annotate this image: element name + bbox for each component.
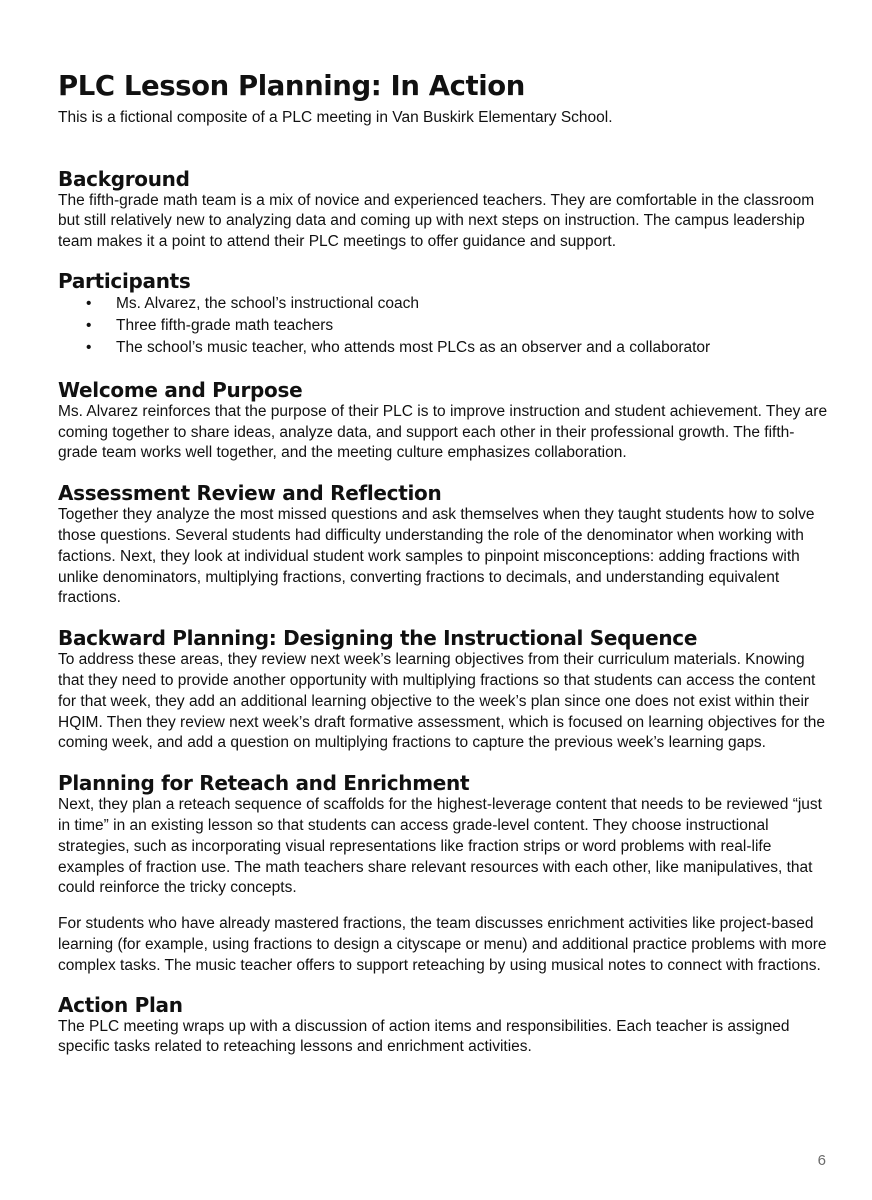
bullet-icon: • (86, 339, 92, 357)
section-heading-welcome: Welcome and Purpose (58, 377, 303, 402)
page-title: PLC Lesson Planning: In Action (58, 70, 525, 102)
section-heading-participants: Participants (58, 268, 191, 293)
enrichment-paragraph: For students who have already mastered fractions, the team discusses enrichment activities like project-based learning (for example, using fractions to design a cityscape or menu) and additional practice problems with more complex tasks. The music teacher offers to support reteaching by using musical notes to connect with fractions. (58, 915, 827, 974)
participant-text: Three fifth-grade math teachers (116, 317, 334, 335)
participant-item (58, 293, 828, 315)
reteach-paragraph: Next, they plan a reteach sequence of scaffolds for the highest-leverage content that needs to be reviewed “just in time” in an existing lesson so that students can access grade-level content. They choose instructional strategies, such as incorporating visual representations like fraction strips or word problems with real-life examples of fraction use. The math teachers share relevant resources with each other, like manipulatives, that could reinforce the tricky concepts. (58, 796, 822, 897)
section-background (58, 167, 828, 253)
participant-item (58, 315, 828, 337)
assessment-paragraph: Together they analyze the most missed questions and ask themselves when they taught students how to solve those questions. Several students had difficulty understanding the role of the denominator when working with factions. Next, they look at individual student work samples to pinpoint misconceptions: adding fractions with unlike denominators, multiplying fractions, converting fractions to decimals, and understanding equivalent fractions. (58, 506, 815, 607)
background-paragraph: The fifth-grade math team is a mix of novice and experienced teachers. They are comfortable in the classroom but still relatively new to analyzing data and coming up with next steps on instruction. The campus leadership team makes it a point to attend their PLC meetings to offer guidance and support. (58, 191, 815, 251)
welcome-paragraph: Ms. Alvarez reinforces that the purpose of their PLC is to improve instruction and student achievement. They are coming together to share ideas, analyze data, and support each other in their professional growth. The fifth-grade team works well together, and the meeting culture emphasizes collaboration. (58, 402, 828, 462)
page-number: 6 (817, 1152, 826, 1169)
section-assessment (58, 481, 828, 609)
action-plan-paragraph: The PLC meeting wraps up with a discussion of action items and responsibilities. Each teacher is assigned specific tasks related to reteaching lessons and enrichment activities. (58, 1017, 790, 1056)
section-participants (58, 269, 828, 360)
bullet-icon: • (86, 294, 92, 312)
page-subtitle: This is a fictional composite of a PLC meeting in Van Buskirk Elementary School. (58, 109, 613, 126)
section-heading-backward-planning: Backward Planning: Designing the Instructional Sequence (58, 626, 698, 651)
section-heading-background: Background (58, 166, 190, 191)
section-welcome (58, 378, 828, 464)
participant-item (58, 337, 828, 359)
backward-planning-paragraph: To address these areas, they review next week’s learning objectives from their curriculum materials. Knowing that they need to provide another opportunity with multiplying fractions so that students can access the content for that week, they add an additional learning objective to the week’s plan since one does not exist within their HQIM. Then they review next week’s draft formative assessment, which is focused on learning objectives for the coming week, and add a question on multiplying fractions to capture the previous week’s learning gaps. (58, 651, 826, 752)
document-page (58, 66, 828, 1058)
section-heading-reteach-enrichment: Planning for Reteach and Enrichment (58, 771, 470, 796)
section-heading-assessment: Assessment Review and Reflection (58, 481, 442, 506)
section-reteach-enrichment (58, 771, 828, 976)
section-backward-planning (58, 626, 828, 754)
bullet-icon: • (86, 317, 92, 335)
participant-text: The school’s music teacher, who attends most PLCs as an observer and a collaborator (116, 339, 711, 357)
section-heading-action-plan: Action Plan (58, 992, 183, 1017)
section-action-plan (58, 993, 828, 1059)
participant-text: Ms. Alvarez, the school’s instructional coach (116, 294, 419, 312)
participants-list (58, 293, 828, 360)
